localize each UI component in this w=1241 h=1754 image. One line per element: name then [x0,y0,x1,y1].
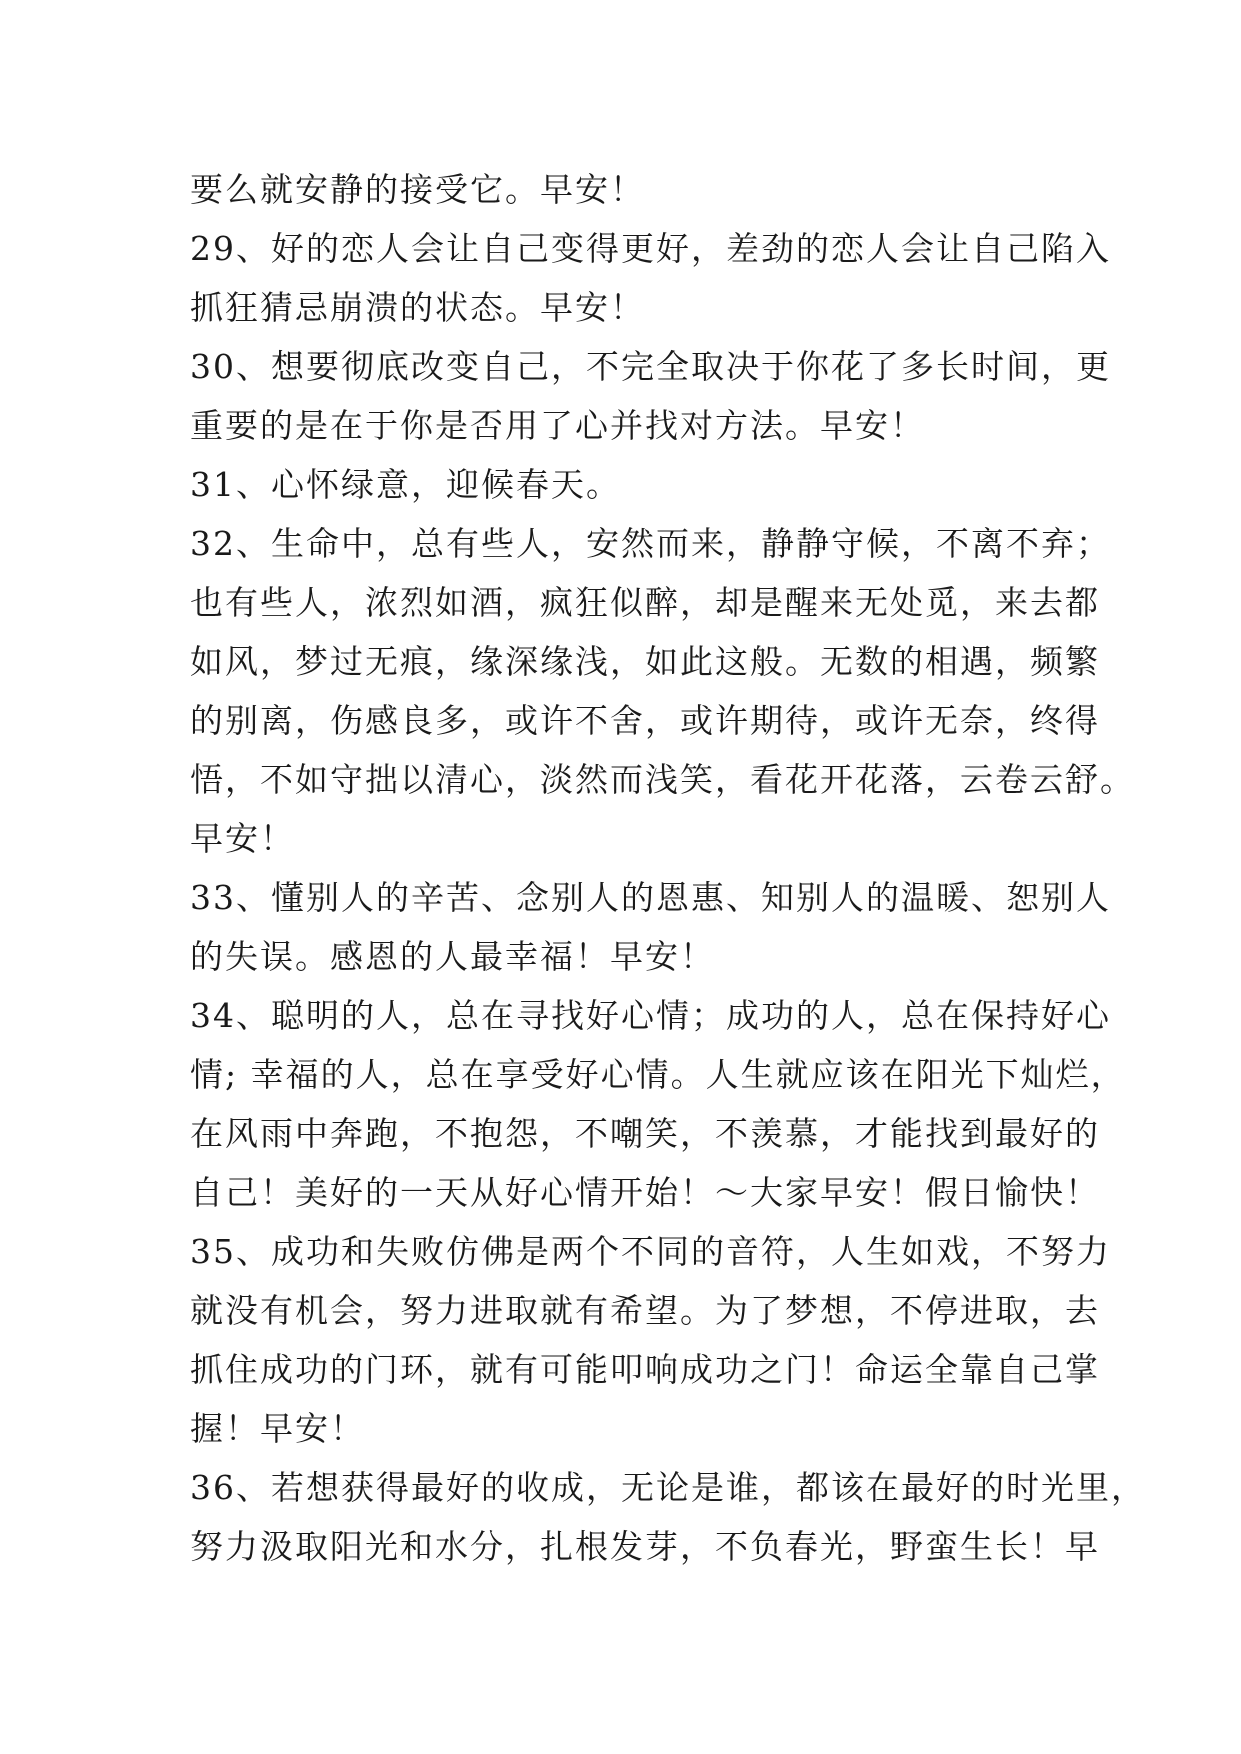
text-line: 早安！ [190,819,295,858]
text-line: 抓狂猜忌崩溃的状态。早安！ [190,288,645,327]
text-line: 30、想要彻底改变自己，不完全取决于你花了多长时间，更 [190,347,1111,386]
text-line: 就没有机会，努力进取就有希望。为了梦想，不停进取，去 [190,1291,1100,1330]
text-line: 的失误。感恩的人最幸福！早安！ [190,937,715,976]
text-line: 要么就安静的接受它。早安！ [190,170,645,209]
text-line: 努力汲取阳光和水分，扎根发芽，不负春光，野蛮生长！早 [190,1527,1100,1566]
text-line: 握！早安！ [190,1409,365,1448]
text-line: 29、好的恋人会让自己变得更好，差劲的恋人会让自己陷入 [190,229,1111,268]
text-line: 情; 幸福的人，总在享受好心情。人生就应该在阳光下灿烂， [190,1055,1126,1094]
text-line: 重要的是在于你是否用了心并找对方法。早安！ [190,406,925,445]
text-line: 34、聪明的人，总在寻找好心情；成功的人，总在保持好心 [190,996,1111,1035]
text-line: 33、懂别人的辛苦、念别人的恩惠、知别人的温暖、恕别人 [190,878,1111,917]
text-line: 在风雨中奔跑，不抱怨，不嘲笑，不羡慕，才能找到最好的 [190,1114,1100,1153]
text-line: 的别离，伤感良多，或许不舍，或许期待，或许无奈，终得 [190,701,1100,740]
text-line: 悟，不如守拙以清心，淡然而浅笑，看花开花落，云卷云舒。 [190,760,1135,799]
text-line: 抓住成功的门环，就有可能叩响成功之门！命运全靠自己掌 [190,1350,1100,1389]
text-line: 自己！美好的一天从好心情开始！～大家早安！假日愉快！ [190,1173,1100,1212]
text-line: 35、成功和失败仿佛是两个不同的音符，人生如戏，不努力 [190,1232,1111,1271]
text-body [190,160,1146,1576]
text-line: 31、心怀绿意，迎候春天。 [190,465,621,504]
text-line: 如风，梦过无痕，缘深缘浅，如此这般。无数的相遇，频繁 [190,642,1100,681]
text-line: 也有些人，浓烈如酒，疯狂似醉，却是醒来无处觅，来去都 [190,583,1100,622]
text-line: 36、若想获得最好的收成，无论是谁，都该在最好的时光里， [190,1468,1146,1507]
text-line: 32、生命中，总有些人，安然而来，静静守候，不离不弃； [190,524,1111,563]
